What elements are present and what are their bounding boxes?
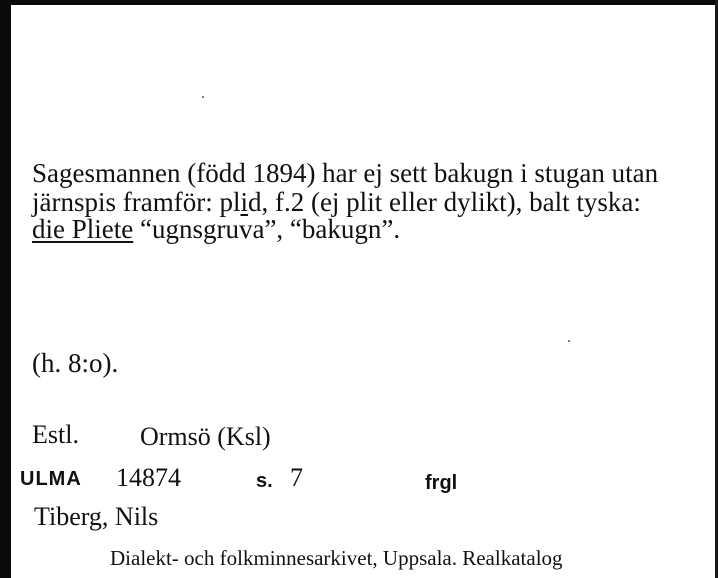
card-text-line-3 bbox=[32, 216, 400, 243]
card-text-line-2-end: d, f.2 (ej plit eller dylikt), balt tyska: bbox=[247, 187, 641, 217]
card-text-line-2 bbox=[32, 189, 641, 216]
page-label: s. bbox=[256, 470, 273, 492]
page-number: 7 bbox=[290, 463, 303, 492]
card-text-german-term: die Pliete bbox=[32, 214, 134, 244]
card-text-line-3-end: “ugnsgruva”, “bakugn”. bbox=[133, 214, 401, 244]
scan-speck bbox=[202, 96, 204, 98]
card-text-underlined-letter: i bbox=[240, 187, 248, 217]
scan-border-left bbox=[0, 0, 11, 578]
archive-number: 14874 bbox=[116, 463, 181, 492]
collector-name: Tiberg, Nils bbox=[34, 502, 159, 531]
scan-border-top bbox=[0, 0, 718, 5]
place-label: Ormsö (Ksl) bbox=[140, 422, 271, 451]
archive-code: ULMA bbox=[20, 468, 82, 490]
region-label: Estl. bbox=[32, 420, 79, 449]
category-code: frgl bbox=[425, 472, 458, 494]
format-note: (h. 8:o). bbox=[32, 348, 119, 378]
archive-footer: Dialekt- och folkminnesarkivet, Uppsala. Realkatalog bbox=[110, 546, 563, 570]
card-text-line-2-start: järnspis framför: pl bbox=[32, 187, 241, 217]
card-text-line-1: Sagesmannen (född 1894) har ej sett bakugn i stugan utan bbox=[32, 158, 659, 188]
scan-speck bbox=[568, 340, 570, 342]
